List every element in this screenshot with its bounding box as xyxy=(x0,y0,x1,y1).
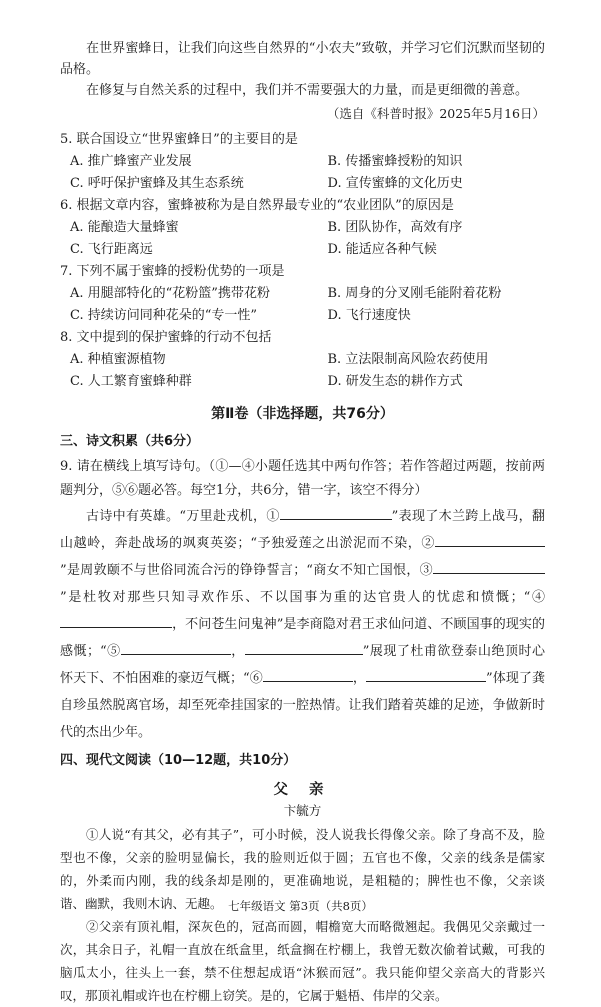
intro-paragraph-1: 在世界蜜蜂日，让我们向这些自然界的“小农夫”致敬，并学习它们沉默而坚韧的品格。 xyxy=(60,41,545,77)
option-d: D. 宣传蜜蜂的文化历史 xyxy=(327,176,463,191)
option-d: D. 能适应各种气候 xyxy=(327,242,437,257)
question-stem: 6. 根据文章内容，蜜蜂被称为是自然界最专业的“农业团队”的原因是 xyxy=(60,198,454,213)
poem-text-9: ”体现了龚自珍虽然脱离官场，却至死牵挂国家的一腔热情。让我们踏着英雄的足迹，争做新时代的杰出少年。 xyxy=(60,671,545,740)
blank-4[interactable] xyxy=(60,613,172,628)
question-5 xyxy=(60,129,545,195)
option-a: A. 用腿部特化的“花粉篮”携带花粉 xyxy=(70,286,270,301)
poem-text-1: 古诗中有英雄。“万里赴戎机，① xyxy=(86,509,280,524)
article-paragraph-2: ②父亲有顶礼帽，深灰色的，冠高而圆，帽檐宽大而略微翘起。我偶见父亲戴过一次，其余日子，礼帽一直放在纸盒里，纸盒搁在柠棚上，我曾无数次偷着试戴，可我的脑瓜太小，往头上一套，禁不住想起成语“沐猴而冠”。我只能仰望父亲高大的背影兴叹，那顶礼帽或许也在柠棚上窃笑。是的，它属于魁梧、伟岸的父亲。 xyxy=(60,919,545,1003)
option-b: B. 传播蜜蜂授粉的知识 xyxy=(327,154,463,169)
blank-5b[interactable] xyxy=(245,640,363,655)
source-citation: （选自《科普时报》2025年5月16日） xyxy=(326,106,545,121)
question-stem: 5. 联合国设立“世界蜜蜂日”的主要目的是 xyxy=(60,132,298,147)
article-author: 卞毓方 xyxy=(283,803,322,818)
blank-6a[interactable] xyxy=(263,667,353,682)
blank-3[interactable] xyxy=(433,559,545,574)
question-stem: 7. 下列不属于蜜蜂的授粉优势的一项是 xyxy=(60,264,285,279)
article-title: 父 亲 xyxy=(273,782,332,798)
poem-text-8: ， xyxy=(352,671,367,686)
blank-1[interactable] xyxy=(280,505,392,520)
page-footer: 七年级语文 第3页（共8页） xyxy=(228,899,373,913)
option-b: B. 周身的分叉刚毛能附着花粉 xyxy=(327,286,502,301)
option-a: A. 推广蜂蜜产业发展 xyxy=(70,154,192,169)
question-9-instructions: 9. 请在横线上填写诗句。（①—④小题任选其中两句作答；若作答超过两题，按前两题判分，⑤⑥题必答。每空1分，共6分，错一字，该空不得分） xyxy=(60,459,545,498)
intro-paragraph-2: 在修复与自然关系的过程中，我们并不需要强大的力量，而是更细微的善意。 xyxy=(86,83,529,98)
exam-page xyxy=(0,38,601,1003)
part-3-heading: 三、诗文积累（共6分） xyxy=(60,434,200,449)
option-a: A. 能酿造大量蜂蜜 xyxy=(70,220,179,235)
blank-5a[interactable] xyxy=(121,640,231,655)
poem-text-4: ”是杜牧对那些只知寻欢作乐、不以国事为重的达官贵人的忧虑和愤慨；“④ xyxy=(60,590,545,605)
poem-text-3: ”是周敦颐不与世俗同流合污的铮铮誓言；“商女不知亡国恨，③ xyxy=(60,563,433,578)
option-c: C. 人工繁育蜜蜂种群 xyxy=(70,374,192,389)
poem-text-6: ， xyxy=(230,644,245,659)
option-c: C. 飞行距离远 xyxy=(70,242,153,257)
option-a: A. 种植蜜源植物 xyxy=(70,352,166,367)
part-4-heading: 四、现代文阅读（10—12题，共10分） xyxy=(60,753,297,768)
poem-text-2: ”表现了木兰跨上战马，翻山越岭，奔赴战场的飒爽英姿；“予独爱莲之出淤泥而不染，② xyxy=(60,509,545,551)
option-d: D. 飞行速度快 xyxy=(327,308,411,323)
question-8 xyxy=(60,327,545,393)
section-2-title: 第Ⅱ卷（非选择题，共76分） xyxy=(211,406,394,422)
blank-2[interactable] xyxy=(435,532,545,547)
poem-text-7: ”展现了杜甫欲登泰山绝顶时心怀天下、不怕困难的豪迈气概；“⑥ xyxy=(60,644,545,686)
article-paragraph-1: ①人说“有其父，必有其子”，可小时候，没人说我长得像父亲。除了身高不及，脸型也不像，父亲的脸明显偏长，我的脸则近似于圆；五官也不像，父亲的线条是儒家的，外柔而内刚，我的线条却是刚的，更准确地说，是粗糙的；脾性也不像，父亲谈谐、幽默，我则木讷、无趣。 xyxy=(60,827,545,911)
blank-6b[interactable] xyxy=(366,667,486,682)
option-b: B. 团队协作，高效有序 xyxy=(327,220,463,235)
option-c: C. 呼吁保护蜜蜂及其生态系统 xyxy=(70,176,244,191)
option-d: D. 研发生态的耕作方式 xyxy=(327,374,463,389)
question-stem: 8. 文中提到的保护蜜蜂的行动不包括 xyxy=(60,330,272,345)
poetry-fill-in-paragraph xyxy=(60,503,545,746)
option-b: B. 立法限制高风险农药使用 xyxy=(327,352,489,367)
question-6 xyxy=(60,195,545,261)
question-7 xyxy=(60,261,545,327)
poem-text-5: ，不问苍生问鬼神”是李商隐对君王求仙问道、不顾国事的现实的感慨；“⑤ xyxy=(60,617,545,659)
option-c: C. 持续访问同种花朵的“专一性” xyxy=(70,308,258,323)
